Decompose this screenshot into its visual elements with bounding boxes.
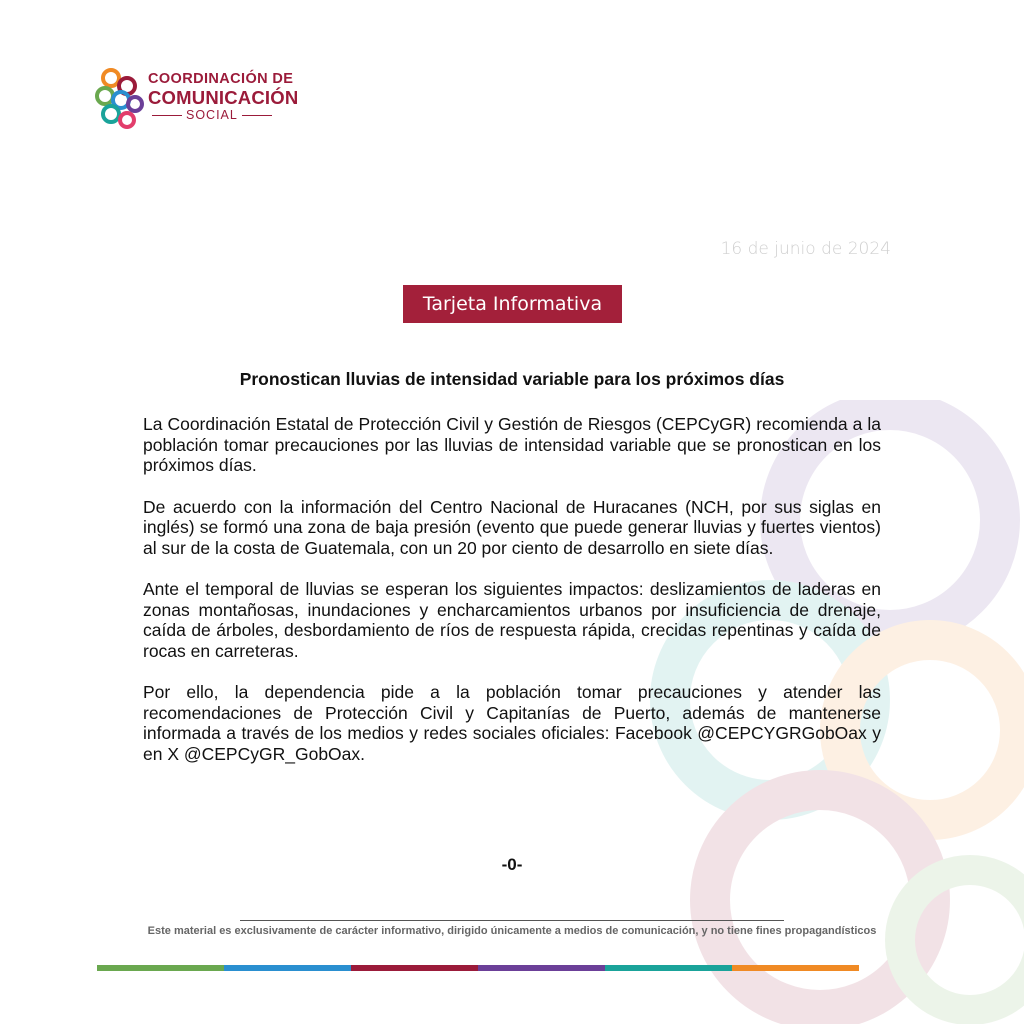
color-bar-segment (97, 965, 224, 971)
footer-color-bar (97, 965, 859, 971)
logo-text-line3 (148, 108, 276, 122)
logo-rule-right (242, 115, 272, 116)
paragraph: La Coordinación Estatal de Protección Civil y Gestión de Riesgos (CEPCyGR) recomienda a la población tomar precauciones por las lluvias de intensidad variable que se pronostican en los próximos días. (143, 414, 881, 475)
paragraph: Por ello, la dependencia pide a la población tomar precauciones y atender las recomendaciones de Protección Civil y Capitanías de Puerto, además de mantenerse informada a través de los medios y redes sociales oficiales: Facebook @CEPCYGRGobOax y en X @CEPCyGR_GobOax. (143, 682, 881, 764)
footer-divider (240, 920, 784, 921)
color-bar-segment (351, 965, 478, 971)
color-bar-segment (478, 965, 605, 971)
logo-rule-left (152, 115, 182, 116)
coordination-logo (95, 66, 325, 130)
color-bar-segment (732, 965, 859, 971)
color-bar-segment (224, 965, 351, 971)
end-mark: -0- (501, 855, 523, 874)
color-bar-segment (605, 965, 732, 971)
logo-text-line1: COORDINACIÓN DE (148, 71, 294, 87)
disclaimer: Este material es exclusivamente de carácter informativo, dirigido únicamente a medios de comunicación, y no tiene fines propagandísticos (147, 925, 877, 937)
knot-logo-icon (95, 66, 145, 130)
paragraph: Ante el temporal de lluvias se esperan los siguientes impactos: deslizamientos de laderas en zonas montañosas, inundaciones y encharcamientos urbanos por insuficiencia de drenaje, caída de árboles, desbordamiento de ríos de respuesta rápida, crecidas repentinas y caída de rocas en carreteras. (143, 579, 881, 661)
headline: Pronostican lluvias de intensidad variable para los próximos días (239, 369, 785, 389)
logo-text-line2: COMUNICACIÓN (148, 87, 299, 108)
body-text (143, 414, 881, 785)
release-date: 16 de junio de 2024 (720, 239, 891, 259)
paragraph: De acuerdo con la información del Centro Nacional de Huracanes (NCH, por sus siglas en inglés) se formó una zona de baja presión (evento que puede generar lluvias y fuertes vientos) al sur de la costa de Guatemala, con un 20 por ciento de desarrollo en siete días. (143, 496, 881, 558)
document-type-badge: Tarjeta Informativa (403, 285, 622, 323)
logo-text-social: SOCIAL (186, 108, 238, 122)
